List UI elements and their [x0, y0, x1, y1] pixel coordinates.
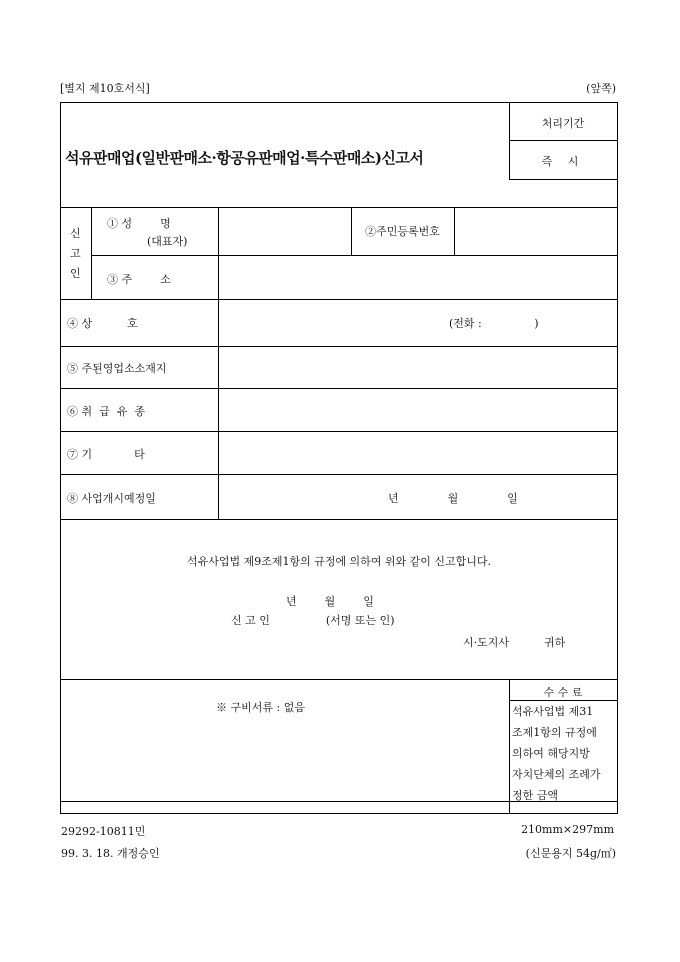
approval-date: 99. 3. 18. 개정승인 — [61, 847, 160, 860]
start-date-label: ⑧ 사업개시예정일 — [67, 492, 156, 505]
other-field[interactable] — [219, 432, 616, 473]
name-label: ① 성 명 — [107, 217, 171, 230]
applicant-label-3: 인 — [70, 267, 81, 280]
form-code: 29292-10811민 — [61, 825, 146, 838]
name-field[interactable] — [219, 208, 350, 254]
trade-name-label: ④ 상 호 — [67, 317, 138, 330]
oil-type-label: ⑥ 취 급 유 종 — [67, 405, 145, 418]
applicant-label-2: 고 — [70, 247, 81, 260]
address-label: ③ 주 소 — [107, 273, 171, 286]
declaration-statement: 석유사업법 제9조제1항의 규정에 의하여 위와 같이 신고합니다. — [186, 555, 492, 568]
start-date-value[interactable]: 년 월 일 — [388, 492, 518, 505]
fee-label: 수 수 료 — [543, 686, 583, 699]
other-label: ⑦ 기 타 — [67, 448, 145, 461]
form-number: [별지 제10호서식] — [60, 82, 150, 95]
phone-label: (전화 : ) — [449, 317, 539, 330]
trade-name-field[interactable] — [219, 300, 616, 345]
paper-size: 210mm×297mm — [521, 823, 614, 836]
processing-period-label: 처리기간 — [541, 117, 585, 130]
signer-line[interactable]: 신 고 인 (서명 또는 인) — [231, 614, 395, 627]
oil-type-field[interactable] — [219, 389, 616, 430]
business-location-field[interactable] — [219, 347, 616, 387]
rrn-field[interactable] — [455, 208, 616, 254]
fee-description: 석유사업법 제31 조제1항의 규정에 의하여 해당지방 자치단체의 조례가 정한 금액 — [512, 705, 601, 802]
processing-period-value: 즉 시 — [541, 155, 585, 168]
address-field[interactable] — [219, 256, 616, 298]
required-documents: ※ 구비서류 : 없음 — [216, 701, 305, 714]
form-title: 석유판매업(일반판매소·항공유판매업·특수판매소)신고서 — [65, 149, 424, 167]
applicant-label-1: 신 — [70, 227, 81, 240]
paper-type: (신문용지 54g/㎡) — [525, 847, 616, 860]
declaration-form — [60, 102, 618, 814]
business-location-label: ⑤ 주된영업소소재지 — [67, 362, 167, 375]
declaration-date[interactable]: 년 월 일 — [286, 595, 374, 608]
page-side-label: (앞쪽) — [586, 82, 616, 95]
recipient-line: 시·도지사 귀하 — [463, 636, 566, 649]
representative-sublabel: (대표자) — [147, 235, 188, 248]
rrn-label: ②주민등록번호 — [365, 225, 440, 238]
